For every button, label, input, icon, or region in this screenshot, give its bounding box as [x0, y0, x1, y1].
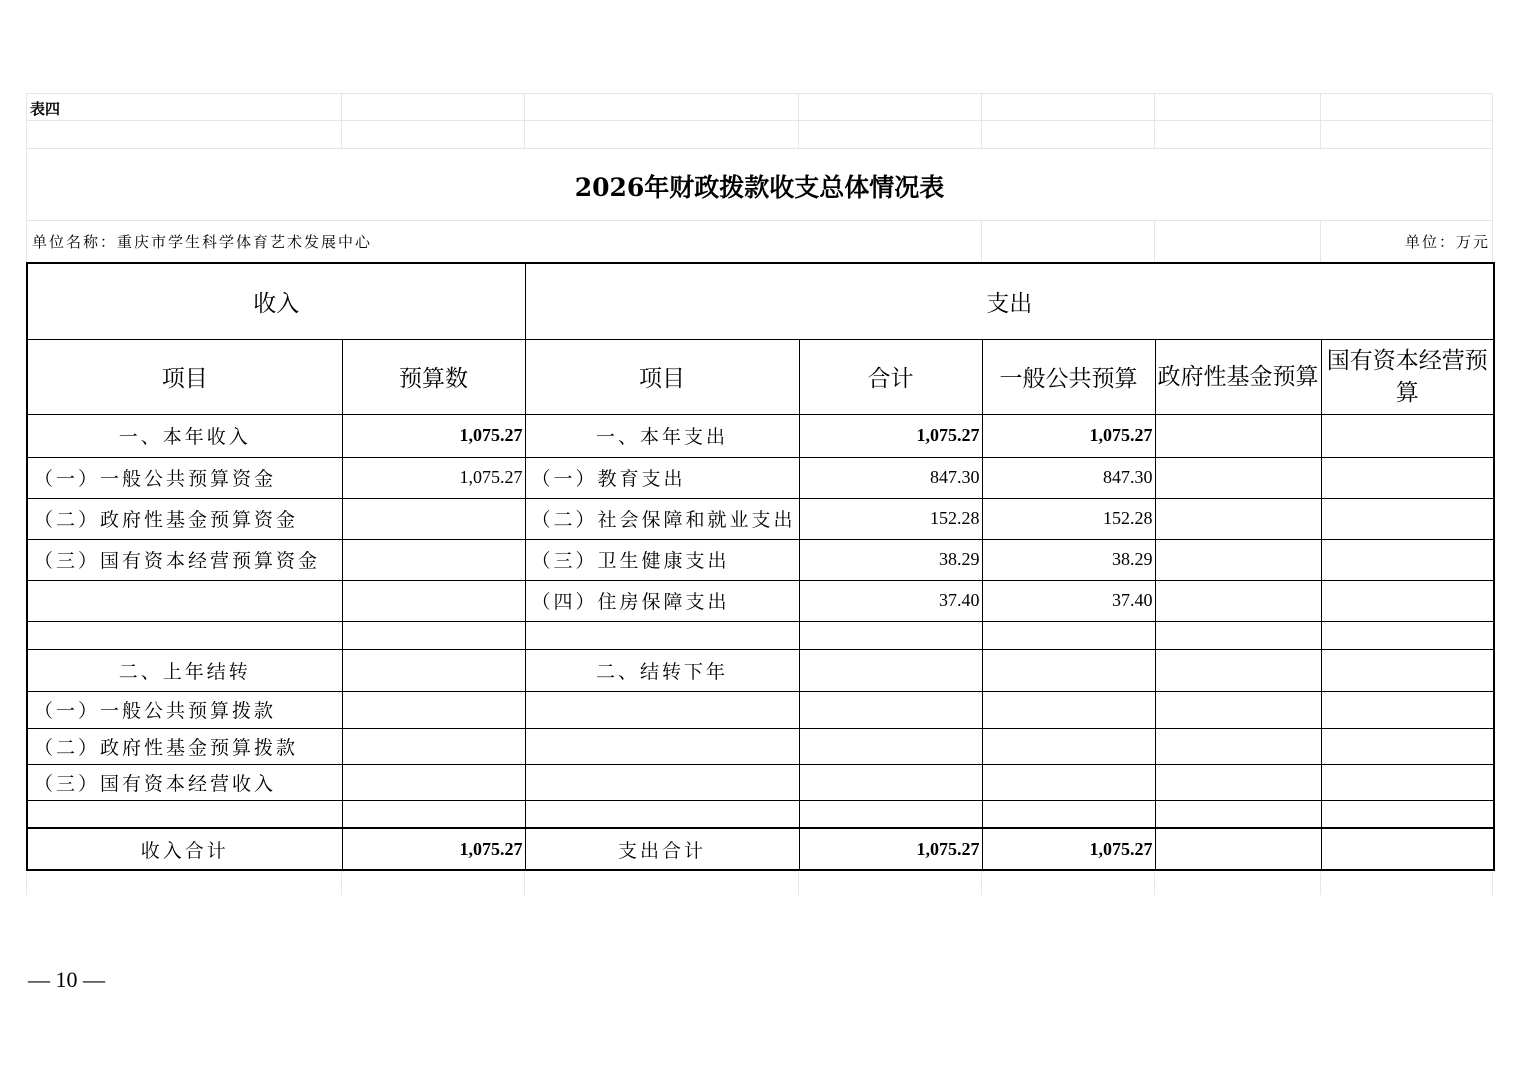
table-row — [27, 649, 1494, 691]
income-total-value: 1,075.27 — [342, 828, 525, 870]
table-row — [27, 800, 1494, 828]
expense-general: 37.40 — [982, 580, 1155, 621]
expense-total-gov-fund — [1155, 828, 1321, 870]
expense-item: （三）卫生健康支出 — [525, 539, 799, 580]
income-value — [342, 580, 525, 621]
expense-total: 847.30 — [799, 457, 982, 498]
expense-gov-fund — [1155, 691, 1321, 728]
expense-state-capital — [1321, 691, 1494, 728]
income-value — [342, 800, 525, 828]
expense-total — [799, 764, 982, 800]
expense-state-capital — [1321, 621, 1494, 649]
page-number: — 10 — — [28, 967, 105, 992]
table-row — [27, 414, 1494, 457]
income-item — [27, 800, 342, 828]
expense-total: 37.40 — [799, 580, 982, 621]
table-row — [27, 621, 1494, 649]
expense-total — [799, 649, 982, 691]
col-header-income-item: 项目 — [27, 339, 342, 414]
expense-item: （二）社会保障和就业支出 — [525, 498, 799, 539]
expense-state-capital — [1321, 539, 1494, 580]
totals-row — [27, 828, 1494, 870]
expense-gov-fund — [1155, 498, 1321, 539]
income-item: （三）国有资本经营预算资金 — [27, 539, 342, 580]
income-value — [342, 728, 525, 764]
expense-item — [525, 764, 799, 800]
col-header-total: 合计 — [799, 339, 982, 414]
expense-item: 一、本年支出 — [525, 414, 799, 457]
col-header-gov-fund: 政府性基金预算 — [1155, 339, 1321, 414]
expense-total — [799, 621, 982, 649]
income-item: 二、上年结转 — [27, 649, 342, 691]
expense-state-capital — [1321, 414, 1494, 457]
expense-state-capital — [1321, 649, 1494, 691]
income-item: （一）一般公共预算拨款 — [27, 691, 342, 728]
expense-item — [525, 621, 799, 649]
expense-gov-fund — [1155, 621, 1321, 649]
income-value — [342, 691, 525, 728]
expense-total — [799, 728, 982, 764]
expense-state-capital — [1321, 764, 1494, 800]
expense-gov-fund — [1155, 764, 1321, 800]
expense-state-capital — [1321, 800, 1494, 828]
income-item: （二）政府性基金预算拨款 — [27, 728, 342, 764]
expense-state-capital — [1321, 498, 1494, 539]
expense-general — [982, 691, 1155, 728]
sheet-label: 表四 — [30, 100, 61, 118]
col-header-state-capital: 国有资本经营预算 — [1321, 339, 1494, 414]
expense-item: （四）住房保障支出 — [525, 580, 799, 621]
expense-general — [982, 800, 1155, 828]
expense-total: 38.29 — [799, 539, 982, 580]
expense-gov-fund — [1155, 800, 1321, 828]
expense-general — [982, 764, 1155, 800]
table-row — [27, 580, 1494, 621]
table-row — [27, 764, 1494, 800]
expense-gov-fund — [1155, 414, 1321, 457]
income-value — [342, 498, 525, 539]
expense-general — [982, 621, 1155, 649]
income-value — [342, 764, 525, 800]
table-row — [27, 691, 1494, 728]
expense-general — [982, 649, 1155, 691]
income-item: （三）国有资本经营收入 — [27, 764, 342, 800]
table-row — [27, 498, 1494, 539]
expense-header: 支出 — [525, 263, 1494, 339]
table-row — [27, 728, 1494, 764]
col-header-budget: 预算数 — [342, 339, 525, 414]
expense-item: （一）教育支出 — [525, 457, 799, 498]
table-row — [27, 457, 1494, 498]
income-value: 1,075.27 — [342, 457, 525, 498]
expense-total-sum: 1,075.27 — [799, 828, 982, 870]
income-total-label: 收入合计 — [27, 828, 342, 870]
expense-total-general: 1,075.27 — [982, 828, 1155, 870]
expense-total — [799, 800, 982, 828]
expense-total-label: 支出合计 — [525, 828, 799, 870]
unit-name: 单位名称：重庆市学生科学体育艺术发展中心 — [32, 233, 373, 251]
financial-table — [26, 262, 1495, 871]
income-item — [27, 580, 342, 621]
expense-total — [799, 691, 982, 728]
expense-gov-fund — [1155, 457, 1321, 498]
income-value: 1,075.27 — [342, 414, 525, 457]
income-value — [342, 621, 525, 649]
income-value — [342, 649, 525, 691]
expense-gov-fund — [1155, 539, 1321, 580]
expense-state-capital — [1321, 580, 1494, 621]
expense-general: 1,075.27 — [982, 414, 1155, 457]
col-header-general-budget: 一般公共预算 — [982, 339, 1155, 414]
income-header: 收入 — [27, 263, 525, 339]
income-item — [27, 621, 342, 649]
col-header-expense-item: 项目 — [525, 339, 799, 414]
page-title: 2026年财政拨款收支总体情况表 — [574, 173, 945, 202]
expense-item — [525, 800, 799, 828]
expense-item: 二、结转下年 — [525, 649, 799, 691]
expense-gov-fund — [1155, 649, 1321, 691]
expense-item — [525, 691, 799, 728]
income-item: （一）一般公共预算资金 — [27, 457, 342, 498]
expense-total: 1,075.27 — [799, 414, 982, 457]
income-item: 一、本年收入 — [27, 414, 342, 457]
expense-general: 38.29 — [982, 539, 1155, 580]
expense-gov-fund — [1155, 580, 1321, 621]
expense-item — [525, 728, 799, 764]
expense-gov-fund — [1155, 728, 1321, 764]
expense-total-state-capital — [1321, 828, 1494, 870]
currency-unit: 单位：万元 — [1404, 233, 1490, 251]
expense-state-capital — [1321, 457, 1494, 498]
expense-total: 152.28 — [799, 498, 982, 539]
expense-state-capital — [1321, 728, 1494, 764]
expense-general: 847.30 — [982, 457, 1155, 498]
income-item: （二）政府性基金预算资金 — [27, 498, 342, 539]
expense-general: 152.28 — [982, 498, 1155, 539]
table-row — [27, 539, 1494, 580]
income-value — [342, 539, 525, 580]
expense-general — [982, 728, 1155, 764]
